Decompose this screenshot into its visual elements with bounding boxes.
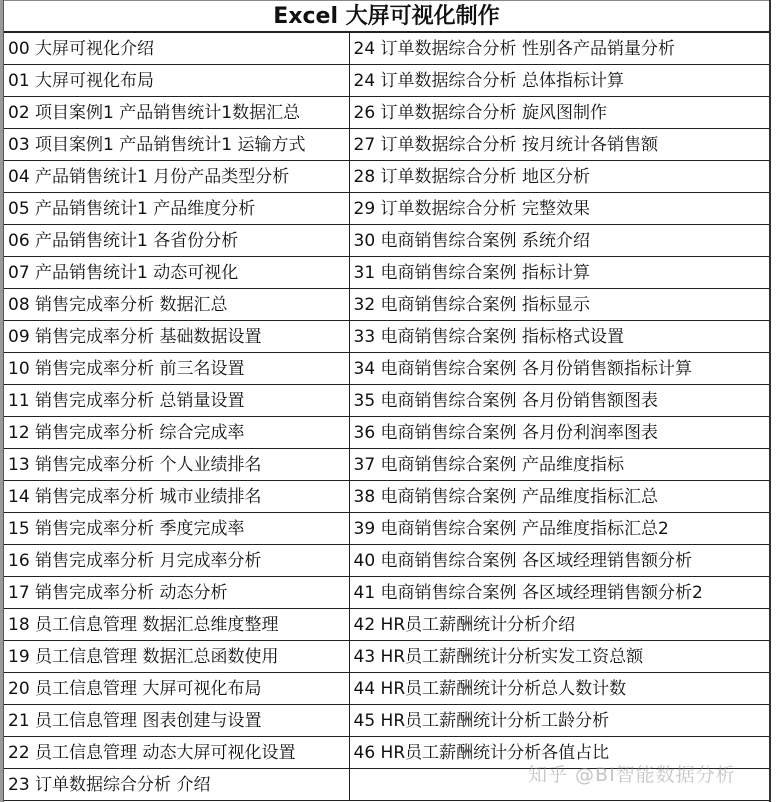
table-row: [4, 193, 769, 225]
table-row: [4, 641, 769, 673]
watermark: 知乎 @BI智能数据分析: [528, 764, 736, 786]
table-cell[interactable]: 32 电商销售综合案例 指标显示: [349, 289, 769, 321]
table-row: [4, 129, 769, 161]
table-cell[interactable]: 45 HR员工薪酬统计分析工龄分析: [349, 705, 769, 737]
table-cell[interactable]: 44 HR员工薪酬统计分析总人数计数: [349, 673, 769, 705]
table-row: [4, 385, 769, 417]
table-row: [4, 609, 769, 641]
table-cell[interactable]: 23 订单数据综合分析 介绍: [4, 769, 349, 801]
table-cell[interactable]: 27 订单数据综合分析 按月统计各销售额: [349, 129, 769, 161]
table-cell[interactable]: 40 电商销售综合案例 各区域经理销售额分析: [349, 545, 769, 577]
table-cell[interactable]: 24 订单数据综合分析 总体指标计算: [349, 65, 769, 97]
table-cell[interactable]: 14 销售完成率分析 城市业绩排名: [4, 481, 349, 513]
table-row: [4, 65, 769, 97]
table-cell[interactable]: 19 员工信息管理 数据汇总函数使用: [4, 641, 349, 673]
table-row: [4, 545, 769, 577]
table-cell[interactable]: 43 HR员工薪酬统计分析实发工资总额: [349, 641, 769, 673]
table-cell[interactable]: 39 电商销售综合案例 产品维度指标汇总2: [349, 513, 769, 545]
table-row: [4, 449, 769, 481]
table-row: [4, 33, 769, 65]
table-cell[interactable]: 20 员工信息管理 大屏可视化布局: [4, 673, 349, 705]
table-cell[interactable]: 38 电商销售综合案例 产品维度指标汇总: [349, 481, 769, 513]
table-cell[interactable]: 29 订单数据综合分析 完整效果: [349, 193, 769, 225]
table-cell[interactable]: 36 电商销售综合案例 各月份利润率图表: [349, 417, 769, 449]
table-row: [4, 673, 769, 705]
table-cell[interactable]: 17 销售完成率分析 动态分析: [4, 577, 349, 609]
table-row: [4, 577, 769, 609]
table-cell[interactable]: 04 产品销售统计1 月份产品类型分析: [4, 161, 349, 193]
table-cell[interactable]: 24 订单数据综合分析 性别各产品销量分析: [349, 33, 769, 65]
table-cell[interactable]: 26 订单数据综合分析 旋风图制作: [349, 97, 769, 129]
table-cell[interactable]: 02 项目案例1 产品销售统计1数据汇总: [4, 97, 349, 129]
table-row: [4, 97, 769, 129]
table-cell[interactable]: 07 产品销售统计1 动态可视化: [4, 257, 349, 289]
table-cell[interactable]: 35 电商销售综合案例 各月份销售额图表: [349, 385, 769, 417]
table-cell[interactable]: 03 项目案例1 产品销售统计1 运输方式: [4, 129, 349, 161]
table-cell[interactable]: 28 订单数据综合分析 地区分析: [349, 161, 769, 193]
table-row: [4, 289, 769, 321]
table-cell[interactable]: 08 销售完成率分析 数据汇总: [4, 289, 349, 321]
table-cell[interactable]: 21 员工信息管理 图表创建与设置: [4, 705, 349, 737]
table-cell[interactable]: 06 产品销售统计1 各省份分析: [4, 225, 349, 257]
table-cell[interactable]: 37 电商销售综合案例 产品维度指标: [349, 449, 769, 481]
table-row: [4, 161, 769, 193]
table-cell[interactable]: 09 销售完成率分析 基础数据设置: [4, 321, 349, 353]
sheet-title: Excel 大屏可视化制作: [4, 0, 769, 32]
spreadsheet: [3, 0, 771, 802]
table-cell[interactable]: 18 员工信息管理 数据汇总维度整理: [4, 609, 349, 641]
table-cell[interactable]: 15 销售完成率分析 季度完成率: [4, 513, 349, 545]
table-cell[interactable]: 22 员工信息管理 动态大屏可视化设置: [4, 737, 349, 769]
table-cell[interactable]: 10 销售完成率分析 前三名设置: [4, 353, 349, 385]
table-cell[interactable]: 46 HR员工薪酬统计分析各值占比: [349, 737, 769, 769]
table-cell[interactable]: 13 销售完成率分析 个人业绩排名: [4, 449, 349, 481]
table-row: [4, 225, 769, 257]
table-row: [4, 417, 769, 449]
table-cell[interactable]: 01 大屏可视化布局: [4, 65, 349, 97]
table-cell[interactable]: 00 大屏可视化介绍: [4, 33, 349, 65]
table-row: [4, 321, 769, 353]
table-row: [4, 513, 769, 545]
table-cell[interactable]: 12 销售完成率分析 综合完成率: [4, 417, 349, 449]
course-table: [4, 32, 769, 801]
table-cell[interactable]: 31 电商销售综合案例 指标计算: [349, 257, 769, 289]
table-row: [4, 481, 769, 513]
table-row: [4, 353, 769, 385]
table-cell[interactable]: 34 电商销售综合案例 各月份销售额指标计算: [349, 353, 769, 385]
table-cell[interactable]: 16 销售完成率分析 月完成率分析: [4, 545, 349, 577]
table-cell[interactable]: 05 产品销售统计1 产品维度分析: [4, 193, 349, 225]
table-cell[interactable]: 30 电商销售综合案例 系统介绍: [349, 225, 769, 257]
table-row: [4, 705, 769, 737]
table-cell[interactable]: 33 电商销售综合案例 指标格式设置: [349, 321, 769, 353]
table-cell[interactable]: 42 HR员工薪酬统计分析介绍: [349, 609, 769, 641]
table-cell[interactable]: 41 电商销售综合案例 各区域经理销售额分析2: [349, 577, 769, 609]
table-row: [4, 257, 769, 289]
table-cell[interactable]: 11 销售完成率分析 总销量设置: [4, 385, 349, 417]
